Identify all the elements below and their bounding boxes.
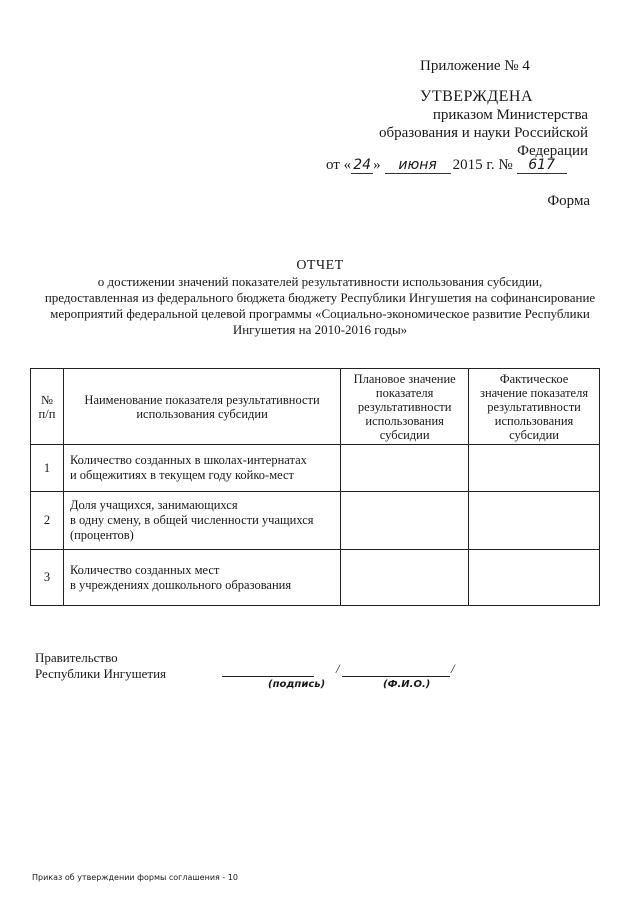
row-name	[63, 445, 340, 492]
order-mid: »	[373, 157, 381, 173]
order-number: 617	[517, 157, 567, 174]
table-row	[31, 445, 600, 492]
report-table	[30, 368, 600, 606]
row-name-line: Количество созданных в школах-интернатах	[69, 453, 307, 467]
report-title: ОТЧЕТ	[296, 258, 344, 273]
row-name	[63, 550, 340, 606]
row-name-line: Доля учащихся, занимающихся	[69, 498, 238, 512]
header-num	[31, 369, 64, 445]
signature-field[interactable]	[222, 676, 314, 677]
form-label: Форма	[547, 193, 590, 209]
row-name-line: в учреждениях дошкольного образования	[69, 577, 292, 592]
order-month: июня	[385, 157, 451, 174]
header-actual-line: значение показателя	[480, 385, 589, 400]
header-name	[63, 369, 340, 445]
table-row	[31, 550, 600, 606]
order-prefix: от «	[326, 157, 352, 173]
approved-line-3: Федерации	[517, 143, 588, 159]
header-planned	[341, 369, 469, 445]
row-name-line: и общежитиях в текущем году койко-мест	[69, 468, 294, 482]
row-num: 1	[31, 445, 64, 492]
appendix-label: Приложение № 4	[420, 58, 530, 74]
row-name	[63, 492, 340, 550]
report-subtitle-line: о достижении значений показателей результативности использования субсидии,	[97, 274, 543, 289]
header-num-line: п/п	[38, 406, 56, 421]
report-subtitle-line: мероприятий федеральной целевой программы «Социально-экономическое развитие Республики	[50, 306, 590, 321]
header-actual-line: субсидии	[509, 427, 559, 442]
row-num: 2	[31, 492, 64, 550]
name-field-close-slash: /	[451, 661, 455, 676]
row-num: 3	[31, 550, 64, 606]
header-planned-line: результативности	[357, 399, 452, 414]
header-num-line: №	[41, 392, 53, 407]
header-planned-line: Плановое значение	[353, 371, 456, 386]
row-actual-cell[interactable]	[469, 492, 600, 550]
header-planned-line: субсидии	[379, 427, 430, 442]
row-actual-cell[interactable]	[469, 445, 600, 492]
order-date-line	[326, 157, 567, 174]
header-planned-line: показателя	[375, 385, 434, 400]
signatory-org-line-1: Правительство	[35, 650, 118, 665]
signatory-organization	[35, 650, 166, 682]
approved-line-2: образования и науки Российской	[378, 125, 588, 141]
table-row	[31, 492, 600, 550]
name-field[interactable]	[342, 676, 450, 677]
page-footer: Приказ об утверждении формы соглашения - 10	[32, 873, 238, 882]
header-actual-line: результативности	[487, 399, 581, 414]
order-year: 2015 г. №	[452, 157, 513, 173]
report-subtitle-line: Ингушетия на 2010-2016 годы»	[232, 322, 408, 337]
approved-heading: УТВЕРЖДЕНА	[420, 88, 534, 105]
header-actual	[469, 369, 600, 445]
table-header-row	[31, 369, 600, 445]
order-day: 24	[351, 157, 373, 174]
header-name-line: Наименование показателя результативности	[84, 392, 320, 407]
report-subtitle-line: предоставленная из федерального бюджета бюджету Республики Ингушетия на софинансирование	[44, 290, 596, 305]
row-planned-cell[interactable]	[341, 492, 469, 550]
approved-line-1: приказом Министерства	[432, 107, 588, 123]
row-name-line: в одну смену, в общей численности учащихся	[69, 513, 314, 527]
signature-caption: (подпись)	[268, 679, 326, 690]
row-name-line: (процентов)	[69, 528, 134, 542]
row-actual-cell[interactable]	[469, 550, 600, 606]
header-actual-line: Фактическое	[499, 371, 569, 386]
signatory-org-line-2: Республики Ингушетия	[35, 666, 167, 681]
header-planned-line: использования	[365, 413, 444, 428]
row-planned-cell[interactable]	[341, 445, 469, 492]
name-field-open-slash: /	[336, 661, 340, 676]
header-actual-line: использования	[494, 413, 574, 428]
name-caption: (Ф.И.О.)	[383, 679, 431, 690]
report-subtitle	[20, 274, 620, 338]
header-name-line: использования субсидии	[136, 406, 268, 421]
row-name-line: Количество созданных мест	[69, 562, 220, 577]
row-planned-cell[interactable]	[341, 550, 469, 606]
